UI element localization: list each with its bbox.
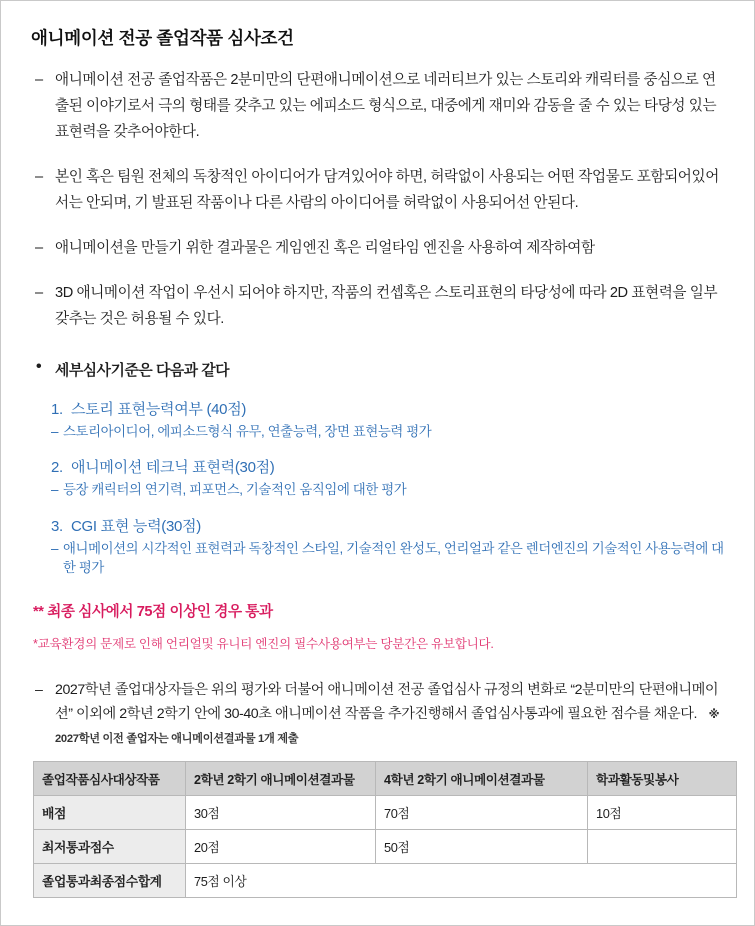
criteria-heading: • 세부심사기준은 다음과 같다 [33,359,728,380]
engine-note: *교육환경의 문제로 인해 언리얼및 유니티 엔진의 필수사용여부는 당분간은 유보합니다. [33,636,494,651]
criteria-item [33,398,728,441]
table-cell: 20점 [186,829,376,863]
table-cell: 70점 [376,795,588,829]
table-total-label: 졸업통과최종점수합계 [34,863,186,897]
criteria-number: 3. [51,517,63,535]
criteria-title [33,515,728,536]
pass-note: ** 최종 심사에서 75점 이상인 경우 통과 [33,603,273,620]
criteria-detail: – 등장 캐릭터의 연기력, 피포먼스, 기술적인 움직임에 대한 평가 [33,480,728,499]
table-header-cell: 4학년 2학기 애니메이션결과물 [376,761,588,795]
table-header-cell: 2학년 2학기 애니메이션결과물 [186,761,376,795]
table-header-row [34,761,737,795]
additional-requirement-text: 2027학년 졸업대상자들은 위의 평가와 더불어 애니메이션 전공 졸업심사 규정의 변화로 “2분미만의 단편애니메이션” 이외에 2학년 2학기 안에 30-40초 애니메이션 작품을 추가진행해서 졸업심사통과에 필요한 점수를 채운다. [55,681,719,722]
table-row-label: 배점 [34,795,186,829]
conditions-list [33,68,728,333]
additional-requirement-footnote: ※ 2027학년 이전 졸업자는 애니메이션결과물 1개 제출 [55,708,720,746]
criteria-detail: – 스토리아이디어, 에피소드형식 유무, 연출능력, 장면 표현능력 평가 [33,422,728,441]
criteria-item [33,515,728,578]
condition-item: – 애니메이션 전공 졸업작품은 2분미만의 단편애니메이션으로 네러티브가 있는 스토리와 캐릭터를 중심으로 연출된 이야기로서 극의 형태를 갖추고 있는 에피소드 형식으로, 대중에게 재미와 감동을 줄 수 있는 타당성 있는 표현력을 갖추어야한다. [33,68,728,146]
criteria-number: 2. [51,459,63,477]
table-cell: 10점 [588,795,737,829]
criteria-item [33,456,728,499]
table-header-cell: 학과활동및봉사 [588,761,737,795]
table-cell: 30점 [186,795,376,829]
additional-requirement [33,678,728,751]
criteria-title-text: 애니메이션 테크닉 표현력(30점) [71,459,275,477]
criteria-title-text: 스토리 표현능력여부 (40점) [71,400,247,418]
condition-item: – 3D 애니메이션 작업이 우선시 되어야 하지만, 작품의 컨셉혹은 스토리표현의 타당성에 따라 2D 표현력을 일부 갖추는 것은 허용될 수 있다. [33,281,728,333]
condition-item: – 애니메이션을 만들기 위한 결과물은 게임엔진 혹은 리얼타임 엔진을 사용하여 제작하여함 [33,236,728,262]
criteria-title [33,398,728,419]
table-cell: 50점 [376,829,588,863]
table-total-row [34,863,737,897]
table-row [34,795,737,829]
criteria-title [33,456,728,477]
table-row [34,829,737,863]
table-cell [588,829,737,863]
page-title: 애니메이션 전공 졸업작품 심사조건 [31,28,294,48]
criteria-number: 1. [51,400,63,418]
graduation-score-table [33,761,737,898]
table-header-cell: 졸업작품심사대상작품 [34,761,186,795]
criteria-title-text: CGI 표현 능력(30점) [71,517,201,535]
criteria-list [33,398,728,578]
table-row-label: 최저통과점수 [34,829,186,863]
condition-item: – 본인 혹은 팀원 전체의 독창적인 아이디어가 담겨있어야 하면, 허락없이 사용되는 어떤 작업물도 포함되어있어서는 안되며, 기 발표된 작품이나 다른 사람의 아이디어를 허락없이 사용되어선 안된다. [33,165,728,217]
table-total-value: 75점 이상 [186,863,737,897]
criteria-detail: – 애니메이션의 시각적인 표현력과 독창적인 스타일, 기술적인 완성도, 언리얼과 같은 렌더엔진의 기술적인 사용능력에 대한 평가 [33,539,728,578]
